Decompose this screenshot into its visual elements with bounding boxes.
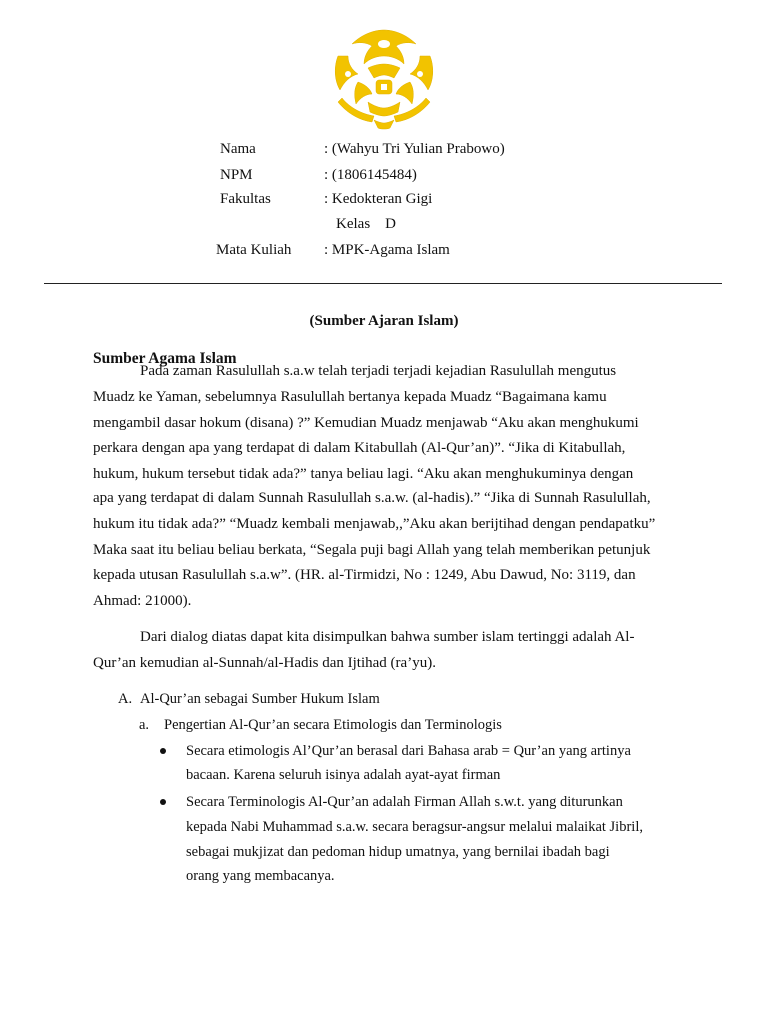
paragraph-line: hukum itu tidak ada?” “Muadz kembali menjawab,,”Aku akan berijtihad dengan pendapatku” [93,516,656,532]
paragraph-line: hukum, hukum tersebut tidak ada?” tanya beliau lagi. “Aku akan menghukuminya dengan [93,466,634,482]
paragraph-line: mengambil dasar hokum (disana) ?” Kemudian Muadz menjawab “Aku akan menghukumi [93,415,639,431]
paragraph-line: Pada zaman Rasulullah s.a.w telah terjadi terjadi kejadian Rasulullah mengutus [140,363,617,379]
bullet-icon [160,748,166,754]
paragraph-line: Maka saat itu beliau beliau berkata, “Segala puji bagi Allah yang telah memberikan petunjuk [93,542,651,558]
bullet-line: sebagai mukjizat dan pedoman hidup umatnya, yang bernilai ibadah bagi [186,844,610,860]
paragraph-line: kepada utusan Rasulullah s.a.w”. (HR. al-Tirmidzi, No : 1249, Abu Dawud, No: 3119, dan [93,567,636,583]
info-label: NPM [220,167,253,183]
info-value: : Kedokteran Gigi [324,191,433,207]
info-value: : (1806145484) [324,167,417,183]
bullet-line: Secara Terminologis Al-Qur’an adalah Firman Allah s.w.t. yang diturunkan [186,794,623,810]
info-value: Kelas D [336,216,396,232]
sublist-marker-a: a. [139,717,150,733]
paragraph-line: Muadz ke Yaman, sebelumnya Rasulullah bertanya kepada Muadz “Bagaimana kamu [93,389,607,405]
paragraph-line: apa yang terdapat di dalam Sunnah Rasulullah s.a.w. (al-hadis).” “Jika di Sunnah Rasulullah, [93,490,651,506]
paragraph-line: Qur’an kemudian al-Sunnah/al-Hadis dan Ijtihad (ra’yu). [93,655,436,671]
list-item-heading: Al-Qur’an sebagai Sumber Hukum Islam [140,691,380,707]
bullet-line: orang yang membacanya. [186,868,335,884]
paragraph-line: Dari dialog diatas dapat kita disimpulkan bahwa sumber islam tertinggi adalah Al- [140,629,635,645]
info-label: Nama [220,141,256,157]
paragraph-line: Ahmad: 21000). [93,593,192,609]
bullet-icon [160,799,166,805]
info-value: : MPK-Agama Islam [324,242,450,258]
list-marker-a: A. [118,691,133,707]
bullet-line: bacaan. Karena seluruh isinya adalah ayat-ayat firman [186,767,501,783]
paragraph-line: perkara dengan apa yang terdapat di dalam Kitabullah (Al-Qur’an)”. “Jika di Kitabullah, [93,440,626,456]
bullet-line: Secara etimologis Al’Qur’an berasal dari Bahasa arab = Qur’an yang artinya [186,743,631,759]
bullet-line: kepada Nabi Muhammad s.a.w. secara beragsur-angsur melalui malaikat Jibril, [186,819,643,835]
makara-emblem-icon [328,26,440,130]
section-heading: Sumber Agama Islam [93,350,237,367]
sublist-item-heading: Pengertian Al-Qur’an secara Etimologis dan Terminologis [164,717,502,733]
horizontal-divider [44,283,722,284]
info-label: Mata Kuliah [216,242,292,258]
document-title: (Sumber Ajaran Islam) [309,313,459,329]
info-value: : (Wahyu Tri Yulian Prabowo) [324,141,505,157]
info-label: Fakultas [220,191,271,207]
